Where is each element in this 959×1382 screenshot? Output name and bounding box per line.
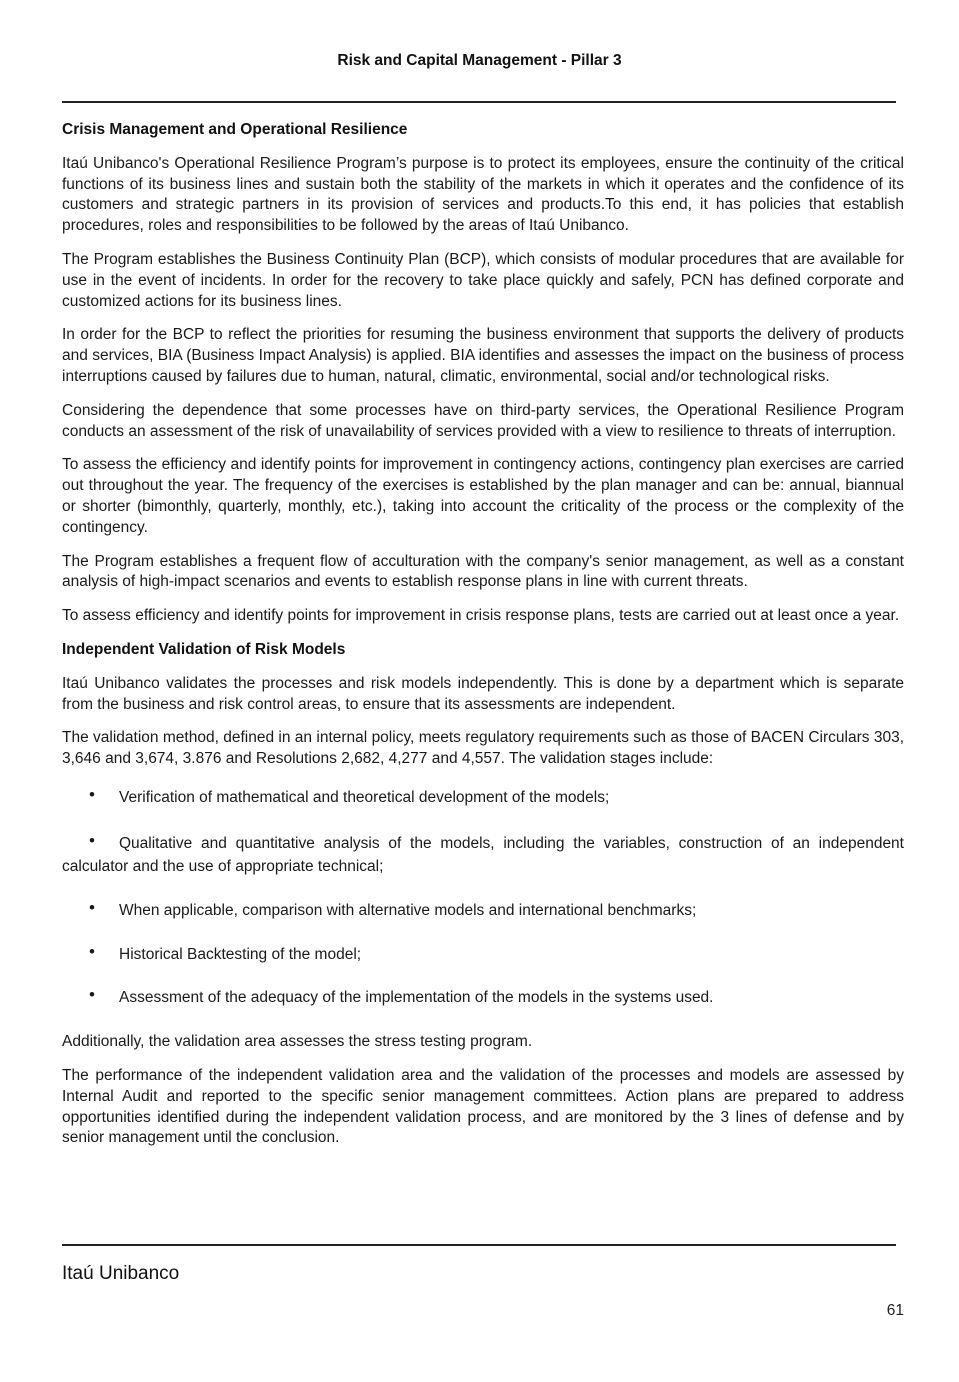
footer-divider xyxy=(62,1244,896,1246)
paragraph-validation-2: The validation method, defined in an internal policy, meets regulatory requirements such as those of BACEN Circulars 303, 3,646 and 3,674, 3.876 and Resolutions 2,682, 4,277 and 4,557. The validation stages include: xyxy=(62,729,904,768)
list-item xyxy=(62,985,904,1009)
paragraph-crisis-6: The Program establishes a frequent flow of acculturation with the company's senior management, as well as a constant analysis of high-impact scenarios and events to establish response plans in line with current threats. xyxy=(62,552,904,591)
validation-stages-list xyxy=(62,784,904,1009)
bullet-icon: • xyxy=(89,897,95,917)
header-divider xyxy=(62,101,896,103)
list-item-text: When applicable, comparison with alternative models and international benchmarks; xyxy=(119,901,697,919)
paragraph-validation-3: Additionally, the validation area assesses the stress testing program. xyxy=(62,1033,533,1051)
section-heading-independent-validation: Independent Validation of Risk Models xyxy=(62,640,346,658)
paragraph-crisis-7: To assess efficiency and identify points for improvement in crisis response plans, tests are carried out at least once a year. xyxy=(62,607,900,625)
bullet-icon: • xyxy=(89,941,95,961)
list-item-text: Qualitative and quantitative analysis of the models, including the variables, construction of an independent calculator and the use of appropriate technical; xyxy=(62,834,904,875)
paragraph-crisis-2: The Program establishes the Business Continuity Plan (BCP), which consists of modular procedures that are available for use in the event of incidents. In order for the recovery to take place quickly and safely, PCN has defined corporate and customized actions for its business lines. xyxy=(62,250,904,310)
section-heading-crisis-management: Crisis Management and Operational Resilience xyxy=(62,121,408,138)
bullet-icon: • xyxy=(89,985,95,1005)
list-item-text: Historical Backtesting of the model; xyxy=(119,945,362,963)
page-header-title: Risk and Capital Management - Pillar 3 xyxy=(337,52,622,69)
paragraph-crisis-1: Itaú Unibanco's Operational Resilience Program’s purpose is to protect its employees, ensure the continuity of the critical functions of its business lines and sustain both the stability of the markets in which it operates and the confidence of its customers and strategic partners in its provision of services and products.To this end, it has policies that establish procedures, roles and responsibilities to be followed by the areas of Itaú Unibanco. xyxy=(62,154,904,235)
list-item xyxy=(62,832,904,878)
list-item-text: Assessment of the adequacy of the implementation of the models in the systems used. xyxy=(119,989,714,1007)
page-number: 61 xyxy=(886,1302,904,1319)
bullet-icon: • xyxy=(89,830,95,850)
paragraph-crisis-4: Considering the dependence that some processes have on third-party services, the Operational Resilience Program conducts an assessment of the risk of unavailability of services provided with a view to resilience to threats of interruption. xyxy=(62,401,904,440)
bullet-icon: • xyxy=(89,784,95,804)
list-item xyxy=(62,897,904,922)
page-content xyxy=(62,120,904,1162)
list-item-text: Verification of mathematical and theoretical development of the models; xyxy=(119,788,610,806)
paragraph-validation-1: Itaú Unibanco validates the processes and risk models independently. This is done by a department which is separate from the business and risk control areas, to ensure that its assessments are independent. xyxy=(62,674,904,713)
footer-brand-name: Itaú Unibanco xyxy=(62,1263,180,1284)
list-item xyxy=(62,784,904,809)
paragraph-validation-4: The performance of the independent validation area and the validation of the processes and models are assessed by Internal Audit and reported to the specific senior management committees. Action plans are prepared to address opportunities identified during the independent validation process, and are monitored by the 3 lines of defense and by senior management until the conclusion. xyxy=(62,1066,904,1147)
paragraph-crisis-5: To assess the efficiency and identify points for improvement in contingency actions, contingency plan exercises are carried out throughout the year. The frequency of the exercises is established by the plan manager and can be: annual, biannual or shorter (bimonthly, quarterly, monthly, etc.), taking into account the criticality of the process or the complexity of the contingency. xyxy=(62,456,904,536)
paragraph-crisis-3: In order for the BCP to reflect the priorities for resuming the business environment that supports the delivery of products and services, BIA (Business Impact Analysis) is applied. BIA identifies and assesses the impact on the business of process interruptions caused by failures due to human, natural, climatic, environmental, social and/or technological risks. xyxy=(62,326,904,385)
list-item xyxy=(62,941,904,966)
